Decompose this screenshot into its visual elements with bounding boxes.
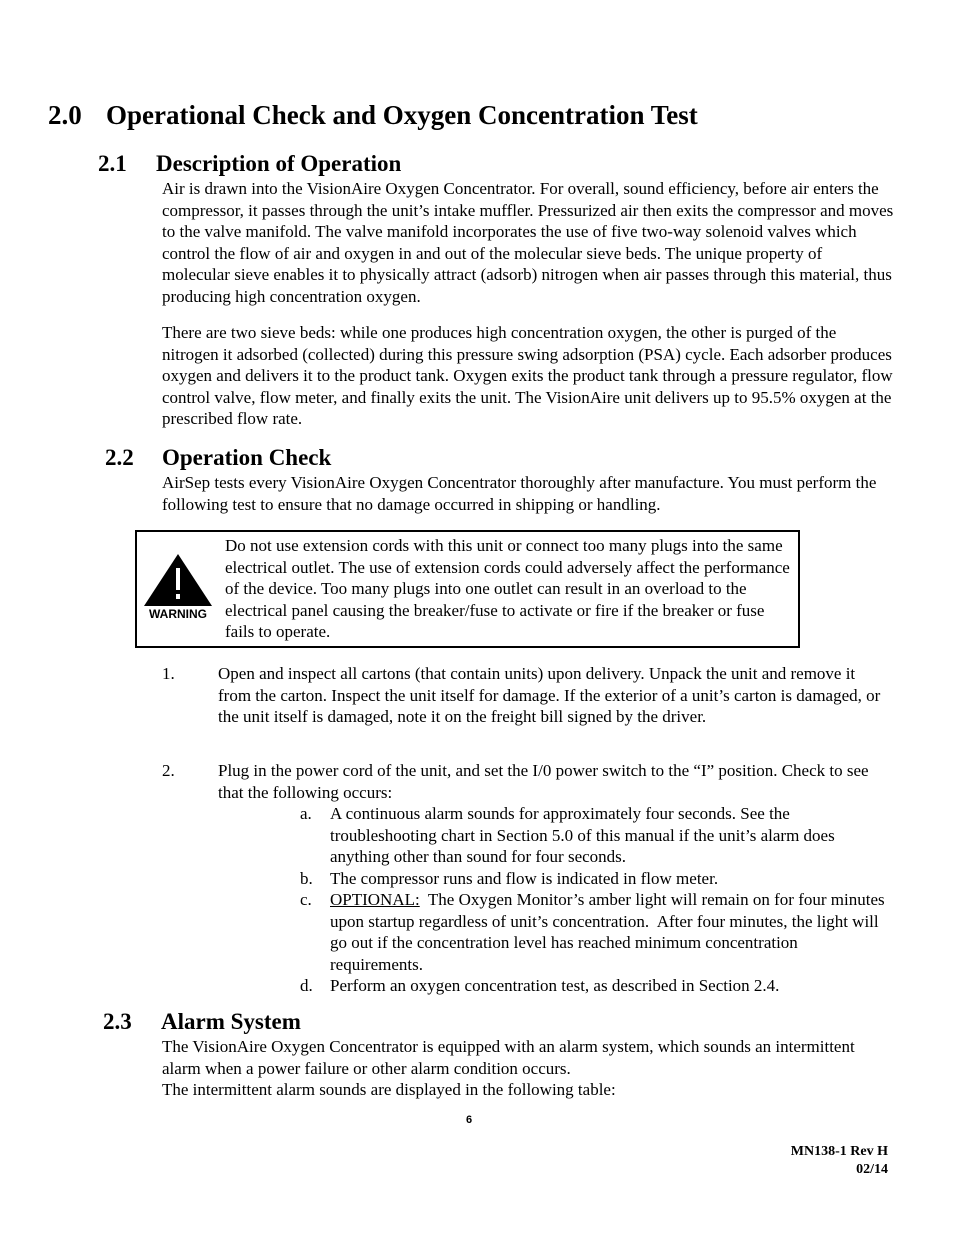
page-number: 6 [466, 1114, 473, 1126]
section-2-3-number: 2.3 [103, 1009, 132, 1034]
substep-c-text: The Oxygen Monitor’s amber light will remain on for four minutes upon startup regardless of unit’s concentration. After four minutes, the light will go out if the concentration level has reached minimum concentration requirements. [330, 890, 889, 974]
warning-label: WARNING [149, 607, 207, 621]
substep-b-text: The compressor runs and flow is indicated in flow meter. [330, 869, 719, 888]
section-2-1-paragraph-2: There are two sieve beds: while one produces high concentration oxygen, the other is purged of the nitrogen it adsorbed (collected) during this pressure swing adsorption (PSA) cycle. Each adsorber produces oxygen and delivers it to the product tank. Oxygen exits the product tank through a pressure regulator, flow control valve, flow meter, and finally exits the unit. The VisionAire unit delivers up to 95.5% oxygen at the prescribed flow rate. [162, 323, 893, 428]
substep-c-letter: c. [300, 890, 312, 909]
section-2-3-heading [103, 1009, 301, 1035]
section-2-2-title: Operation Check [162, 445, 332, 470]
step-1-text: Open and inspect all cartons (that contain units) upon delivery. Unpack the unit and remove it from the carton. Inspect the unit itself for damage. If the exterior of a unit’s carton is damaged, or the unit itself is damaged, note it on the freight bill signed by the driver. [218, 664, 881, 726]
substep-a-text: A continuous alarm sounds for approximately four seconds. See the troubleshooting chart in Section 5.0 of this manual if the unit’s alarm does anything other than sound for four seconds. [330, 804, 835, 866]
heading-number: 2.0 [48, 100, 82, 130]
substep-c-body [330, 889, 895, 975]
substep-d-letter: d. [300, 976, 313, 995]
section-2-3-title: Alarm System [161, 1009, 301, 1034]
warning-text: Do not use extension cords with this unit or connect too many plugs into the same electrical outlet. The use of extension cords could adversely affect the performance of the device. Too many plugs into one outlet can result in an overload to the electrical panel causing the breaker/fuse to activate or fire if the breaker or fuse fails to operate. [225, 536, 790, 641]
step-2-text: Plug in the power cord of the unit, and set the I/0 power switch to the “I” position. Check to see that the following occurs: [218, 761, 869, 802]
document-id: MN138-1 Rev H [790, 1144, 888, 1159]
main-heading [48, 100, 698, 131]
section-2-3-paragraph: The VisionAire Oxygen Concentrator is equipped with an alarm system, which sounds an intermittent alarm when a power failure or other alarm condition occurs. [162, 1037, 855, 1078]
section-2-1-paragraph-1: Air is drawn into the VisionAire Oxygen Concentrator. For overall, sound efficiency, before air enters the compressor, it passes through the unit’s intake muffler. Pressurized air then exits the compressor and moves to the valve manifold. The valve manifold incorporates the use of five two-way solenoid valves which control the flow of air and oxygen in and out of the molecular sieve beds. The unique property of molecular sieve enables it to physically attract (adsorb) nitrogen when air passes through this material, thus producing high concentration oxygen. [162, 179, 894, 306]
step-2-number: 2. [162, 761, 175, 780]
substep-b-letter: b. [300, 869, 313, 888]
section-2-2-heading [105, 445, 331, 471]
warning-box [135, 530, 800, 648]
section-2-1-heading [98, 151, 401, 177]
warning-icon [142, 554, 212, 624]
section-2-2-number: 2.2 [105, 445, 134, 470]
document-id-block [791, 1143, 888, 1179]
document-date: 02/14 [856, 1162, 888, 1177]
substep-d-text: Perform an oxygen concentration test, as described in Section 2.4. [330, 976, 780, 995]
section-2-1-number: 2.1 [98, 151, 127, 176]
optional-label: OPTIONAL: [330, 890, 420, 909]
substep-a-letter: a. [300, 804, 312, 823]
step-1-number: 1. [162, 664, 175, 683]
heading-title: Operational Check and Oxygen Concentration Test [106, 100, 698, 130]
section-2-3-paragraph-2: The intermittent alarm sounds are displayed in the following table: [162, 1080, 616, 1099]
section-2-2-intro: AirSep tests every VisionAire Oxygen Concentrator thoroughly after manufacture. You must perform the following test to ensure that no damage occurred in shipping or handling. [162, 473, 877, 514]
section-2-1-title: Description of Operation [156, 151, 402, 176]
